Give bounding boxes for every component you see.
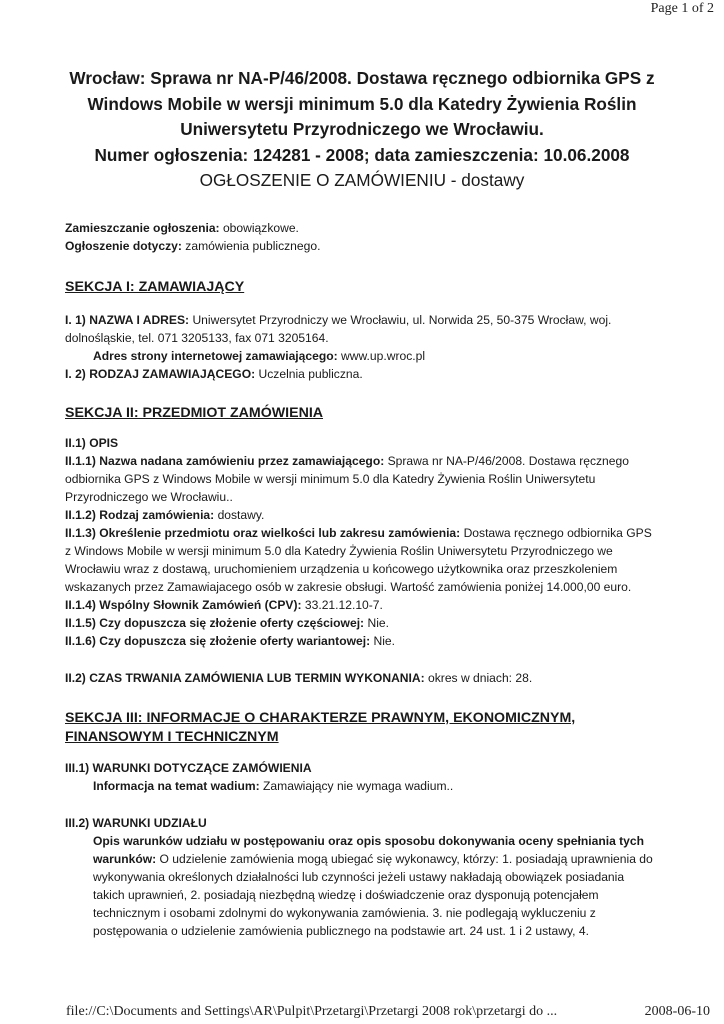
conditions-desc-label <box>93 832 665 850</box>
conditions-heading <box>65 759 665 777</box>
section-heading-1: SEKCJA I: ZAMAWIAJĄCY <box>65 279 245 295</box>
order-kind-value: dostawy. <box>214 508 265 522</box>
name-address-cont: dolnośląskie, tel. 071 3205133, fax 071 3205164. <box>65 331 329 345</box>
section-heading-2: SEKCJA II: PRZEDMIOT ZAMÓWIENIA <box>65 405 324 421</box>
order-name-label: II.1.1) Nazwa nadana zamówieniu przez zamawiającego: <box>65 454 385 468</box>
wadium-value: Zamawiający nie wymaga wadium.. <box>259 779 454 793</box>
duration-value: okres w dniach: 28. <box>424 671 533 685</box>
contracting-type-label: I. 2) RODZAJ ZAMAWIAJĄCEGO: <box>65 367 256 381</box>
title-line: Uniwersytetu Przyrodniczego we Wrocławiu. <box>180 119 544 139</box>
name-address-value: Uniwersytet Przyrodniczy we Wrocławiu, ul. Norwida 25, 50-375 Wrocław, woj. <box>189 313 612 327</box>
file-path: file://C:\Documents and Settings\AR\Pulpit\Przetargi\Przetargi 2008 rok\przetargi do ... <box>66 1004 558 1019</box>
website-label: Adres strony internetowej zamawiającego: <box>93 349 338 363</box>
placement-value: obowiązkowe. <box>219 221 299 235</box>
announcement-number: Numer ogłoszenia: 124281 - 2008; data zamieszczenia: 10.06.2008 <box>94 144 630 165</box>
conditions-desc-value: O udzielenie zamówienia mogą ubiegać się wykonawcy, którzy: 1. posiadają uprawnienia do <box>156 852 653 866</box>
name-address-label: I. 1) NAZWA I ADRES: <box>65 313 190 327</box>
wadium-label: Informacja na temat wadium: <box>93 779 260 793</box>
conditions-desc-cont: wykonywania określonych działalności lub czynności jeżeli ustawy nakładają obowiązek posiadania <box>93 870 625 884</box>
variant-offer-label: II.1.6) Czy dopuszcza się złożenie oferty wariantowej: <box>65 634 371 648</box>
order-scope-value: Dostawa ręcznego odbiornika GPS <box>460 526 652 540</box>
conditions-label: III.1) WARUNKI DOTYCZĄCE ZAMÓWIENIA <box>65 761 312 775</box>
placement-line <box>65 219 665 237</box>
order-name-value: Sprawa nr NA-P/46/2008. Dostawa ręcznego <box>384 454 629 468</box>
website-line <box>65 347 665 365</box>
cpv-value: 33.21.12.10-7. <box>301 598 383 612</box>
wadium-line <box>65 777 665 795</box>
document-title <box>40 66 684 194</box>
section-heading-3-line: SEKCJA III: INFORMACJE O CHARAKTERZE PRAWNYM, EKONOMICZNYM, <box>65 710 576 726</box>
title-line: Windows Mobile w wersji minimum 5.0 dla Katedry Żywienia Roślin <box>87 93 637 114</box>
conditions-desc-cont: postępowania o udzielenie zamówienia publicznego na podstawie art. 24 ust. 1 i 2 ustawy, 4. <box>93 924 589 938</box>
concerns-label: Ogłoszenie dotyczy: <box>65 239 182 253</box>
opis-label: II.1) OPIS <box>65 436 119 450</box>
conditions-desc-label-text: Opis warunków udziału w postępowaniu oraz opis sposobu dokonywania oceny spełniania tych <box>93 834 645 848</box>
cpv-line <box>65 596 665 614</box>
print-date: 2008-06-10 <box>644 1004 710 1019</box>
conditions-desc-line <box>93 850 665 868</box>
order-kind-label: II.1.2) Rodzaj zamówienia: <box>65 508 215 522</box>
conditions-desc-cont: technicznym i osobami zdolnymi do wykonywania zamówienia. 3. nie podlegają wykluczeniu z <box>93 906 596 920</box>
conditions-desc-label-end: warunków: <box>93 852 157 866</box>
order-name-cont: Przyrodniczego we Wrocławiu.. <box>65 490 233 504</box>
contracting-type-line <box>65 365 665 383</box>
partial-offer-label: II.1.5) Czy dopuszcza się złożenie oferty częściowej: <box>65 616 365 630</box>
order-name-line <box>65 452 665 470</box>
document-body <box>65 219 665 940</box>
contracting-type-value: Uczelnia publiczna. <box>255 367 363 381</box>
section-heading-3 <box>65 709 665 747</box>
order-scope-cont: z Windows Mobile w wersji minimum 5.0 dla Katedry Żywienia Roślin Uniwersytetu Przyrodniczego we <box>65 544 613 558</box>
placement-label: Zamieszczanie ogłoszenia: <box>65 221 220 235</box>
concerns-line <box>65 237 665 255</box>
section-heading-3-line: FINANSOWYM I TECHNICZNYM <box>65 729 279 745</box>
variant-offer-value: Nie. <box>370 634 395 648</box>
document-subtitle: OGŁOSZENIE O ZAMÓWIENIU - dostawy <box>199 170 525 190</box>
participation-conditions <box>65 832 665 940</box>
order-scope-cont: wskazanych przez Zamawiajacego osób w zakresie obsługi. Wartość zamówienia poniżej 14.000,00 euro. <box>65 580 632 594</box>
participation-heading <box>65 814 665 832</box>
order-scope-line <box>65 524 665 542</box>
order-scope-cont: Wrocławiu wraz z dostawą, uruchomieniem urządzenia u końcowego użytkownika oraz przeszkoleniem <box>65 562 618 576</box>
cpv-label: II.1.4) Wspólny Słownik Zamówień (CPV): <box>65 598 302 612</box>
contracting-name-address <box>65 311 665 329</box>
duration-line <box>65 669 665 687</box>
order-scope-label: II.1.3) Określenie przedmiotu oraz wielkości lub zakresu zamówienia: <box>65 526 461 540</box>
order-kind-line <box>65 506 665 524</box>
opis-heading <box>65 434 665 452</box>
variant-offer-line <box>65 632 665 650</box>
website-value: www.up.wroc.pl <box>337 349 426 363</box>
title-line: Wrocław: Sprawa nr NA-P/46/2008. Dostawa ręcznego odbiornika GPS z <box>69 68 655 88</box>
duration-label: II.2) CZAS TRWANIA ZAMÓWIENIA LUB TERMIN WYKONANIA: <box>65 671 425 685</box>
order-name-cont: odbiornika GPS z Windows Mobile w wersji minimum 5.0 dla Katedry Żywienia Roślin Uniwersytetu <box>65 472 596 486</box>
conditions-desc-cont: takich uprawnień, 2. posiadają niezbędną wiedzę i doświadczenie oraz dysponują potencjałem <box>93 888 599 902</box>
page-number: Page 1 of 2 <box>650 1 714 16</box>
partial-offer-value: Nie. <box>364 616 389 630</box>
partial-offer-line <box>65 614 665 632</box>
concerns-value: zamówienia publicznego. <box>181 239 321 253</box>
participation-label: III.2) WARUNKI UDZIAŁU <box>65 816 207 830</box>
